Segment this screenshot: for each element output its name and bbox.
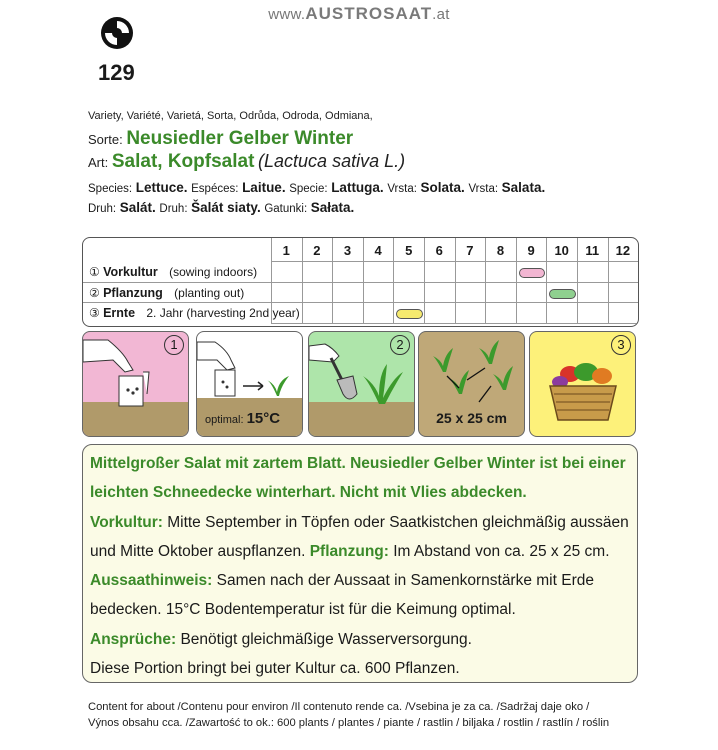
- latin-name: (Lactuca sativa L.): [258, 151, 406, 171]
- optimal-temp-label: optimal: 15°C: [205, 410, 281, 427]
- step-number-badge: 2: [390, 335, 410, 355]
- month-header: 8: [496, 243, 505, 258]
- calendar-period-marker: [396, 309, 423, 319]
- calendar-cell: [332, 262, 363, 283]
- calendar-cell: [485, 238, 516, 262]
- calendar-cell: [363, 283, 394, 304]
- calendar-cell: [332, 238, 363, 262]
- portion-text: Diese Portion bringt bei guter Kultur ca. 600 Pflanzen.: [90, 660, 460, 678]
- month-header: 1: [282, 243, 290, 258]
- aussaat-text: Aussaathinweis: Samen nach der Aussaat in Samenkornstärke mit Erde bedecken. 15°C Bodentemperatur ist für die Keimung optimal.: [90, 572, 594, 619]
- step-number-badge: 3: [611, 335, 631, 355]
- calendar-cell: [608, 238, 639, 262]
- art-label: Art:: [88, 155, 109, 170]
- calendar-cell: [424, 283, 455, 304]
- calendar-cell: [546, 238, 577, 262]
- month-header: 2: [313, 243, 321, 258]
- pictogram-seed-temperature: [196, 331, 303, 437]
- variety-intro: Mittelgroßer Salat mit zartem Blatt. Neusiedler Gelber Winter ist bei einer leichten Schneedecke winterhart. Nicht mit Vlies abdecken.: [90, 455, 626, 502]
- calendar-cell: [332, 283, 363, 304]
- footer-line-1: Content for about /Contenu pour environ /Il contenuto rende ca. /Vsebina je za ca. /Sadržaj daje oko /: [88, 701, 590, 713]
- month-header: 5: [405, 243, 413, 258]
- calendar-cell: [455, 238, 486, 262]
- species-translations-1: Species: Lettuce. Espéces: Laitue. Specie: Lattuga. Vrsta: Solata. Vrsta: Salata.: [88, 180, 546, 195]
- calendar-cell: [424, 262, 455, 283]
- calendar-cell: [485, 283, 516, 304]
- variety-languages-line: Variety, Variété, Varietá, Sorta, Odrůda, Odroda, Odmiana,: [88, 110, 373, 122]
- calendar-cell: [302, 262, 333, 283]
- pictogram-planting: [308, 331, 415, 437]
- calendar-cell: [332, 303, 363, 324]
- packet-number: 129: [98, 60, 135, 85]
- calendar-cell: [608, 262, 639, 283]
- brand-name: AUSTROSAAT: [305, 4, 433, 23]
- calendar-row-divider: [83, 262, 271, 283]
- month-header: 11: [585, 243, 600, 258]
- ansprueche-text: Ansprüche: Benötigt gleichmäßige Wasserversorgung.: [90, 630, 472, 648]
- calendar-cell: [302, 283, 333, 304]
- calendar-cell: [271, 262, 302, 283]
- calendar-cell: [363, 238, 394, 262]
- calendar-cell: [302, 303, 333, 324]
- sorte-label: Sorte:: [88, 132, 123, 147]
- calendar-cell: [455, 283, 486, 304]
- calendar-cell: [424, 303, 455, 324]
- calendar-cell: [546, 303, 577, 324]
- species-name-row: [88, 151, 405, 173]
- calendar-cell: [577, 238, 608, 262]
- month-header: 6: [435, 243, 443, 258]
- calendar-cell: [455, 262, 486, 283]
- calendar-cell: [546, 262, 577, 283]
- calendar-cell: [424, 238, 455, 262]
- calendar-row-label: ① Vorkultur (sowing indoors): [89, 265, 258, 279]
- calendar-cell: [577, 303, 608, 324]
- calendar-cell: [516, 283, 547, 304]
- calendar-cell: [363, 303, 394, 324]
- species-translations-2: Druh: Salát. Druh: Šalát siaty. Gatunki: Sałata.: [88, 200, 355, 215]
- species-name: Salat, Kopfsalat: [111, 151, 255, 172]
- calendar-row-divider: [83, 283, 271, 304]
- calendar-cell: [393, 238, 424, 262]
- calendar-period-marker: [549, 289, 576, 299]
- month-header: 3: [343, 243, 352, 258]
- calendar-cell: [393, 262, 424, 283]
- calendar-row-label: ③ Ernte 2. Jahr (harvesting 2nd year): [89, 306, 300, 320]
- calendar-cell: [271, 283, 302, 304]
- vorkultur-text: Vorkultur: Mitte September in Töpfen oder Saatkistchen gleichmäßig aussäen und Mitte Oktober auspflanzen. Pflanzung: Im Abstand von ca. 25 x 25 cm.: [90, 513, 629, 560]
- calendar-cell: [485, 303, 516, 324]
- month-header: 7: [466, 243, 474, 258]
- footer-line-2: Výnos obsahu cca. /Zawartość to ok.: 600 plants / plantes / piante / rastlin / biljaka / rostlin / rastlín / roślin: [88, 717, 610, 729]
- pictogram-sowing: [82, 331, 189, 437]
- variety-name: Neusiedler Gelber Winter: [126, 128, 354, 149]
- month-header: 4: [374, 243, 382, 258]
- variety-name-row: [88, 128, 353, 150]
- calendar-row-label: ② Pflanzung (planting out): [89, 285, 245, 300]
- calendar-cell: [271, 238, 302, 262]
- content-yield-footer: [88, 699, 609, 731]
- calendar-cell: [516, 303, 547, 324]
- pictogram-spacing: [418, 331, 525, 437]
- calendar-cell: [608, 303, 639, 324]
- month-header: 9: [527, 243, 535, 258]
- month-header: 12: [615, 243, 631, 258]
- website-url: www.AUSTROSAAT.at: [268, 4, 450, 23]
- calendar-cell: [302, 238, 333, 262]
- calendar-period-marker: [519, 268, 546, 278]
- pictogram-harvest: [529, 331, 636, 437]
- calendar-cell: [393, 283, 424, 304]
- month-header: 10: [554, 243, 569, 258]
- sowing-calendar: [82, 237, 639, 327]
- calendar-cell: [455, 303, 486, 324]
- spacing-label: 25 x 25 cm: [436, 410, 507, 426]
- calendar-cell: [363, 262, 394, 283]
- calendar-cell: [516, 238, 547, 262]
- step-number-badge: 1: [164, 335, 184, 355]
- calendar-cell: [485, 262, 516, 283]
- calendar-cell: [608, 283, 639, 304]
- cultivation-description: [82, 444, 638, 683]
- calendar-cell: [577, 262, 608, 283]
- green-dot-recycle-icon: [100, 16, 134, 50]
- calendar-cell: [577, 283, 608, 304]
